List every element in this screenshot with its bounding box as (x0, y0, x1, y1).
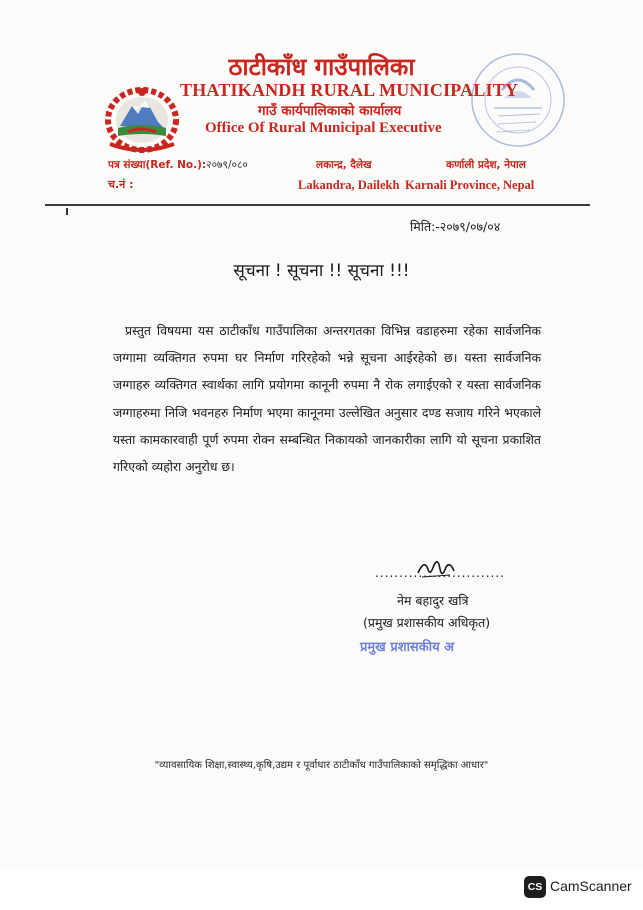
province-devanagari: कर्णाली प्रदेश, नेपाल (446, 159, 526, 171)
office-name-english: Office Of Rural Municipal Executive (205, 120, 442, 136)
footer-slogan: "व्यावसायिक शिक्षा,स्वास्थ्य,कृषि,उद्यम र पूर्वाधार ठाटीकाँध गाउँपालिकाको समृद्धिका आधार" (154, 760, 489, 771)
location-english: Lakandra, Dailekh (298, 178, 400, 192)
letter-date: मिति:-२०७९/०७/०४ (410, 219, 501, 234)
signature-line: ........................... (375, 566, 505, 580)
nepal-emblem-icon (100, 82, 184, 154)
signatory-name: नेम बहादुर खत्रि (397, 593, 469, 608)
designation-stamp: प्रमुख प्रशासकीय अ (360, 640, 455, 655)
camscanner-logo-icon: CS (524, 876, 546, 898)
divider-mark (66, 208, 68, 215)
signatory-title: (प्रमुख प्रशासकीय अधिकृत) (363, 615, 491, 630)
municipality-name-english: THATIKANDH RURAL MUNICIPALITY (180, 80, 519, 100)
reference-label: पत्र संख्या(Ref. No.): (108, 159, 207, 171)
reference-value: २०७९/०८० (206, 159, 248, 171)
location-devanagari: लकान्द्र, दैलेख (316, 159, 372, 171)
header-divider (45, 204, 590, 206)
notice-heading: सूचना ! सूचना !! सूचना !!! (233, 261, 410, 281)
municipality-name-devanagari: ठाटीकाँध गाउँपालिका (228, 53, 415, 81)
notice-body: प्रस्तुत विषयमा यस ठाटीकाँध गाउँपालिका अन्तरगतका विभिन्न वडाहरुमा रहेका सार्वजनिक जग्गामा व्यक्तिगत रुपमा घर निर्माण गरिरहेको भन्ने सूचना आईरहेको छ। यस्ता सार्वजनिक जग्गाहरु व्यक्तिगत स्वार्थका लागि प्रयोगमा कानूनी रुपमा नै रोक लगाईएको र यस्ता सार्वजनिक जग्गाहरुमा निजि भवनहरु निर्माण भएमा कानूनमा उल्लेखित अनुसार दण्ड सजाय गरिने भएकाले यस्ता कामकारवाही पूर्ण रुपमा रोक्न सम्बन्धित निकायको जानकारीका लागि यो सूचना प्रकाशित गरिएको व्यहोरा अनुरोध छ। (113, 323, 541, 475)
camscanner-watermark: CamScanner (550, 878, 632, 894)
reference-number (108, 158, 248, 172)
office-name-devanagari: गाउँ कार्यपालिकाको कार्यालय (258, 103, 402, 119)
province-english: Karnali Province, Nepal (405, 178, 535, 192)
dispatch-number-label: च.नं : (108, 178, 134, 191)
